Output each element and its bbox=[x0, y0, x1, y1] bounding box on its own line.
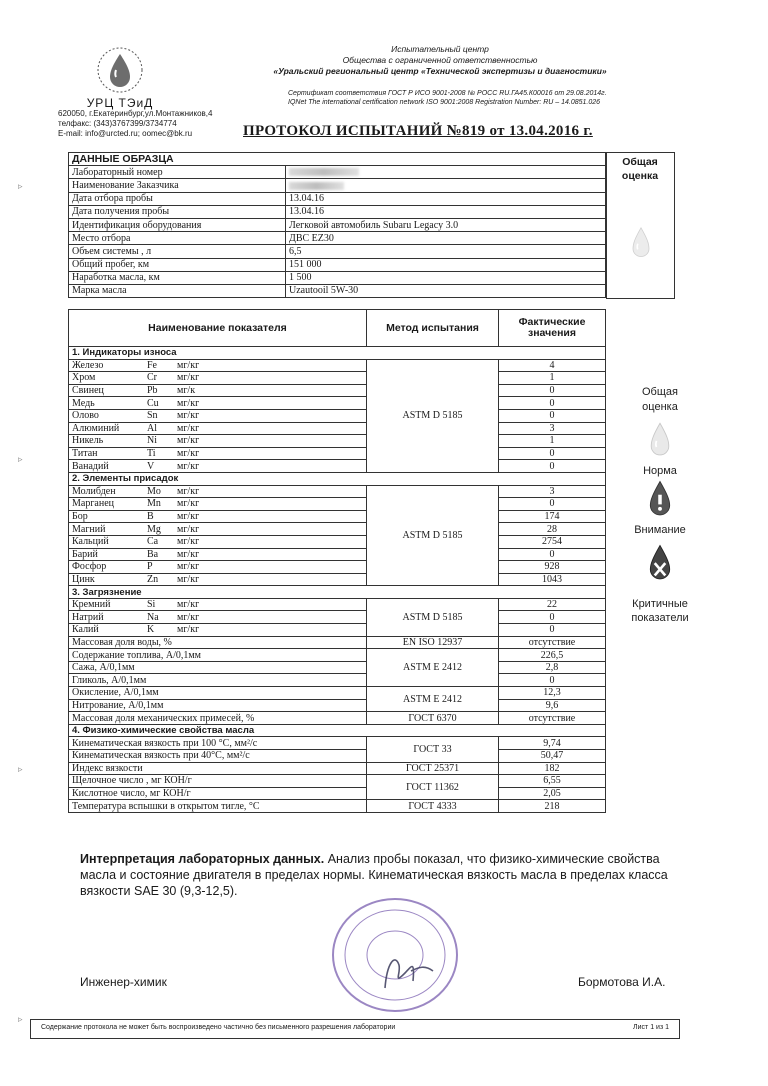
table-row: Кинематическая вязкость при 40°С, мм²/с 50,47 bbox=[69, 750, 606, 763]
engineer-role: Инженер-химик bbox=[80, 975, 167, 989]
table-row: Алюминий Al мг/кг 3 bbox=[69, 422, 606, 435]
table-row: Калий K мг/кг 0 bbox=[69, 624, 606, 637]
org-line: «Уральский региональный центр «Технической экспертизы и диагностики» bbox=[273, 66, 607, 76]
section-heading: 3. Загрязнение bbox=[69, 586, 606, 599]
drop-attention-icon bbox=[642, 478, 678, 522]
logo-text: УРЦ ТЭиД bbox=[86, 96, 154, 110]
table-row: Свинец Pb мг/к 0 bbox=[69, 384, 606, 397]
table-row: Наработка масла, км 1 500 bbox=[69, 271, 606, 284]
overall-rating-label: Общая оценка bbox=[621, 156, 659, 182]
certificates bbox=[288, 89, 648, 107]
table-row: Температура вспышки в открытом тигле, °С ГОСТ 4333 218 bbox=[69, 800, 606, 813]
org-line: Испытательный центр bbox=[391, 44, 489, 54]
table-row: Щелочное число , мг КОН/г ГОСТ 11362 6,55 bbox=[69, 775, 606, 788]
stamp-seal bbox=[315, 893, 475, 1013]
table-row: Медь Cu мг/кг 0 bbox=[69, 397, 606, 410]
table-row: Дата получения пробы 13.04.16 bbox=[69, 205, 606, 218]
binding-hole-icon: ▹ bbox=[18, 1015, 23, 1025]
redacted-value bbox=[289, 168, 359, 176]
table-row: Фосфор P мг/кг 928 bbox=[69, 561, 606, 574]
col-method: Метод испытания bbox=[367, 310, 499, 347]
drop-critical-icon bbox=[642, 542, 678, 586]
address-line: 620050, г.Екатеринбург,ул.Монтажников,4 bbox=[58, 109, 213, 118]
legend-overall: Общая оценка bbox=[642, 386, 678, 413]
table-row: Место отбора ДВС EZ30 bbox=[69, 232, 606, 245]
table-row: Хром Cr мг/кг 1 bbox=[69, 372, 606, 385]
overall-rating-box bbox=[606, 152, 675, 299]
drop-norm-icon bbox=[642, 418, 678, 462]
table-row: Идентификация оборудования Легковой автомобиль Subaru Legacy 3.0 bbox=[69, 218, 606, 231]
table-row: Натрий Na мг/кг 0 bbox=[69, 611, 606, 624]
table-row: Сажа, А/0,1мм 2,8 bbox=[69, 661, 606, 674]
protocol-title: ПРОТОКОЛ ИСПЫТАНИЙ №819 от 13.04.2016 г. bbox=[243, 123, 593, 139]
table-row: Молибден Mo мг/кг ASTM D 5185 3 bbox=[69, 485, 606, 498]
table-row: Дата отбора пробы 13.04.16 bbox=[69, 192, 606, 205]
table-row: Цинк Zn мг/кг 1043 bbox=[69, 573, 606, 586]
table-row: Нитрование, А/0,1мм 9,6 bbox=[69, 699, 606, 712]
table-row: Массовая доля механических примесей, % ГОСТ 6370 отсутствие bbox=[69, 712, 606, 725]
table-row: Наименование Заказчика bbox=[69, 179, 606, 192]
table-row: Кремний Si мг/кг ASTM D 5185 22 bbox=[69, 598, 606, 611]
page-number: Лист 1 из 1 bbox=[633, 1024, 669, 1031]
table-row: Кальций Ca мг/кг 2754 bbox=[69, 535, 606, 548]
legend-norm: Норма bbox=[643, 465, 677, 477]
drop-norm-icon bbox=[624, 223, 658, 263]
table-row: Окисление, А/0,1мм ASTM E 2412 12,3 bbox=[69, 687, 606, 700]
col-value: Фактические значения bbox=[499, 310, 606, 347]
sample-table bbox=[68, 152, 606, 298]
sample-heading: ДАННЫЕ ОБРАЗЦА bbox=[69, 153, 606, 166]
redacted-value bbox=[289, 182, 344, 190]
test-results-table bbox=[68, 309, 606, 813]
table-row: Олово Sn мг/кг 0 bbox=[69, 409, 606, 422]
cert-line: IQNet The international certification network ISO 9001:2008 Registration Number: RU – 14.0851.026 bbox=[288, 99, 601, 106]
section-heading: 1. Индикаторы износа bbox=[69, 347, 606, 360]
table-row: Индекс вязкости ГОСТ 25371 182 bbox=[69, 762, 606, 775]
engineer-name: Бормотова И.А. bbox=[578, 975, 666, 989]
section-heading: 4. Физико-химические свойства масла bbox=[69, 724, 606, 737]
org-header bbox=[250, 44, 630, 77]
interpretation bbox=[80, 851, 680, 899]
legend-critical: Критичные показатели bbox=[631, 598, 689, 624]
table-row: Общий пробег, км 151 000 bbox=[69, 258, 606, 271]
table-row: Никель Ni мг/кг 1 bbox=[69, 435, 606, 448]
interpretation-text: Анализ пробы показал, что физико-химические свойства масла и состояние двигателя в пределах нормы. Кинематическая вязкость масла в пределах класса вязкости SAE 30 (9,3-12,5). bbox=[80, 852, 668, 898]
col-name: Наименование показателя bbox=[69, 310, 367, 347]
legend-attention: Внимание bbox=[634, 524, 686, 536]
table-row: Магний Mg мг/кг 28 bbox=[69, 523, 606, 536]
table-row: Ванадий V мг/кг 0 bbox=[69, 460, 606, 473]
org-line: Общества с ограниченной ответственностью bbox=[342, 55, 538, 65]
table-row: Массовая доля воды, % EN ISO 12937 отсутствие bbox=[69, 636, 606, 649]
table-row: Марганец Mn мг/кг 0 bbox=[69, 498, 606, 511]
table-row: Лабораторный номер bbox=[69, 166, 606, 179]
footer-disclaimer: Содержание протокола не может быть воспроизведено частично без письменного разрешения лаборатории bbox=[41, 1024, 396, 1031]
table-row: Титан Ti мг/кг 0 bbox=[69, 447, 606, 460]
footer bbox=[30, 1019, 680, 1039]
binding-hole-icon: ▹ bbox=[18, 182, 23, 192]
company-address bbox=[58, 109, 212, 139]
table-row: Кислотное число, мг КОН/г 2,05 bbox=[69, 787, 606, 800]
table-row: Марка масла Uzautooil 5W-30 bbox=[69, 284, 606, 297]
section-heading: 2. Элементы присадок bbox=[69, 472, 606, 485]
cert-line: Сертификат соответствия ГОСТ Р ИСО 9001-2008 № РОСС RU.ГА45.К00016 от 29.08.2014г. bbox=[288, 90, 607, 97]
interpretation-heading: Интерпретация лабораторных данных. bbox=[80, 852, 325, 866]
table-header bbox=[69, 310, 606, 347]
table-row: Бор B мг/кг 174 bbox=[69, 510, 606, 523]
table-row: Железо Fe мг/кг ASTM D 5185 4 bbox=[69, 359, 606, 372]
table-row: Барий Ba мг/кг 0 bbox=[69, 548, 606, 561]
address-line: E-mail: info@urcted.ru; oomec@bk.ru bbox=[58, 129, 193, 138]
binding-hole-icon: ▹ bbox=[18, 455, 23, 465]
table-row: Содержание топлива, А/0,1мм ASTM E 2412 226,5 bbox=[69, 649, 606, 662]
binding-hole-icon: ▹ bbox=[18, 765, 23, 775]
table-row: Гликоль, А/0,1мм 0 bbox=[69, 674, 606, 687]
table-row: Кинематическая вязкость при 100 °С, мм²/с ГОСТ 33 9,74 bbox=[69, 737, 606, 750]
address-line: телфакс: (343)3767399/3734774 bbox=[58, 119, 177, 128]
table-row: Объем системы , л 6,5 bbox=[69, 245, 606, 258]
